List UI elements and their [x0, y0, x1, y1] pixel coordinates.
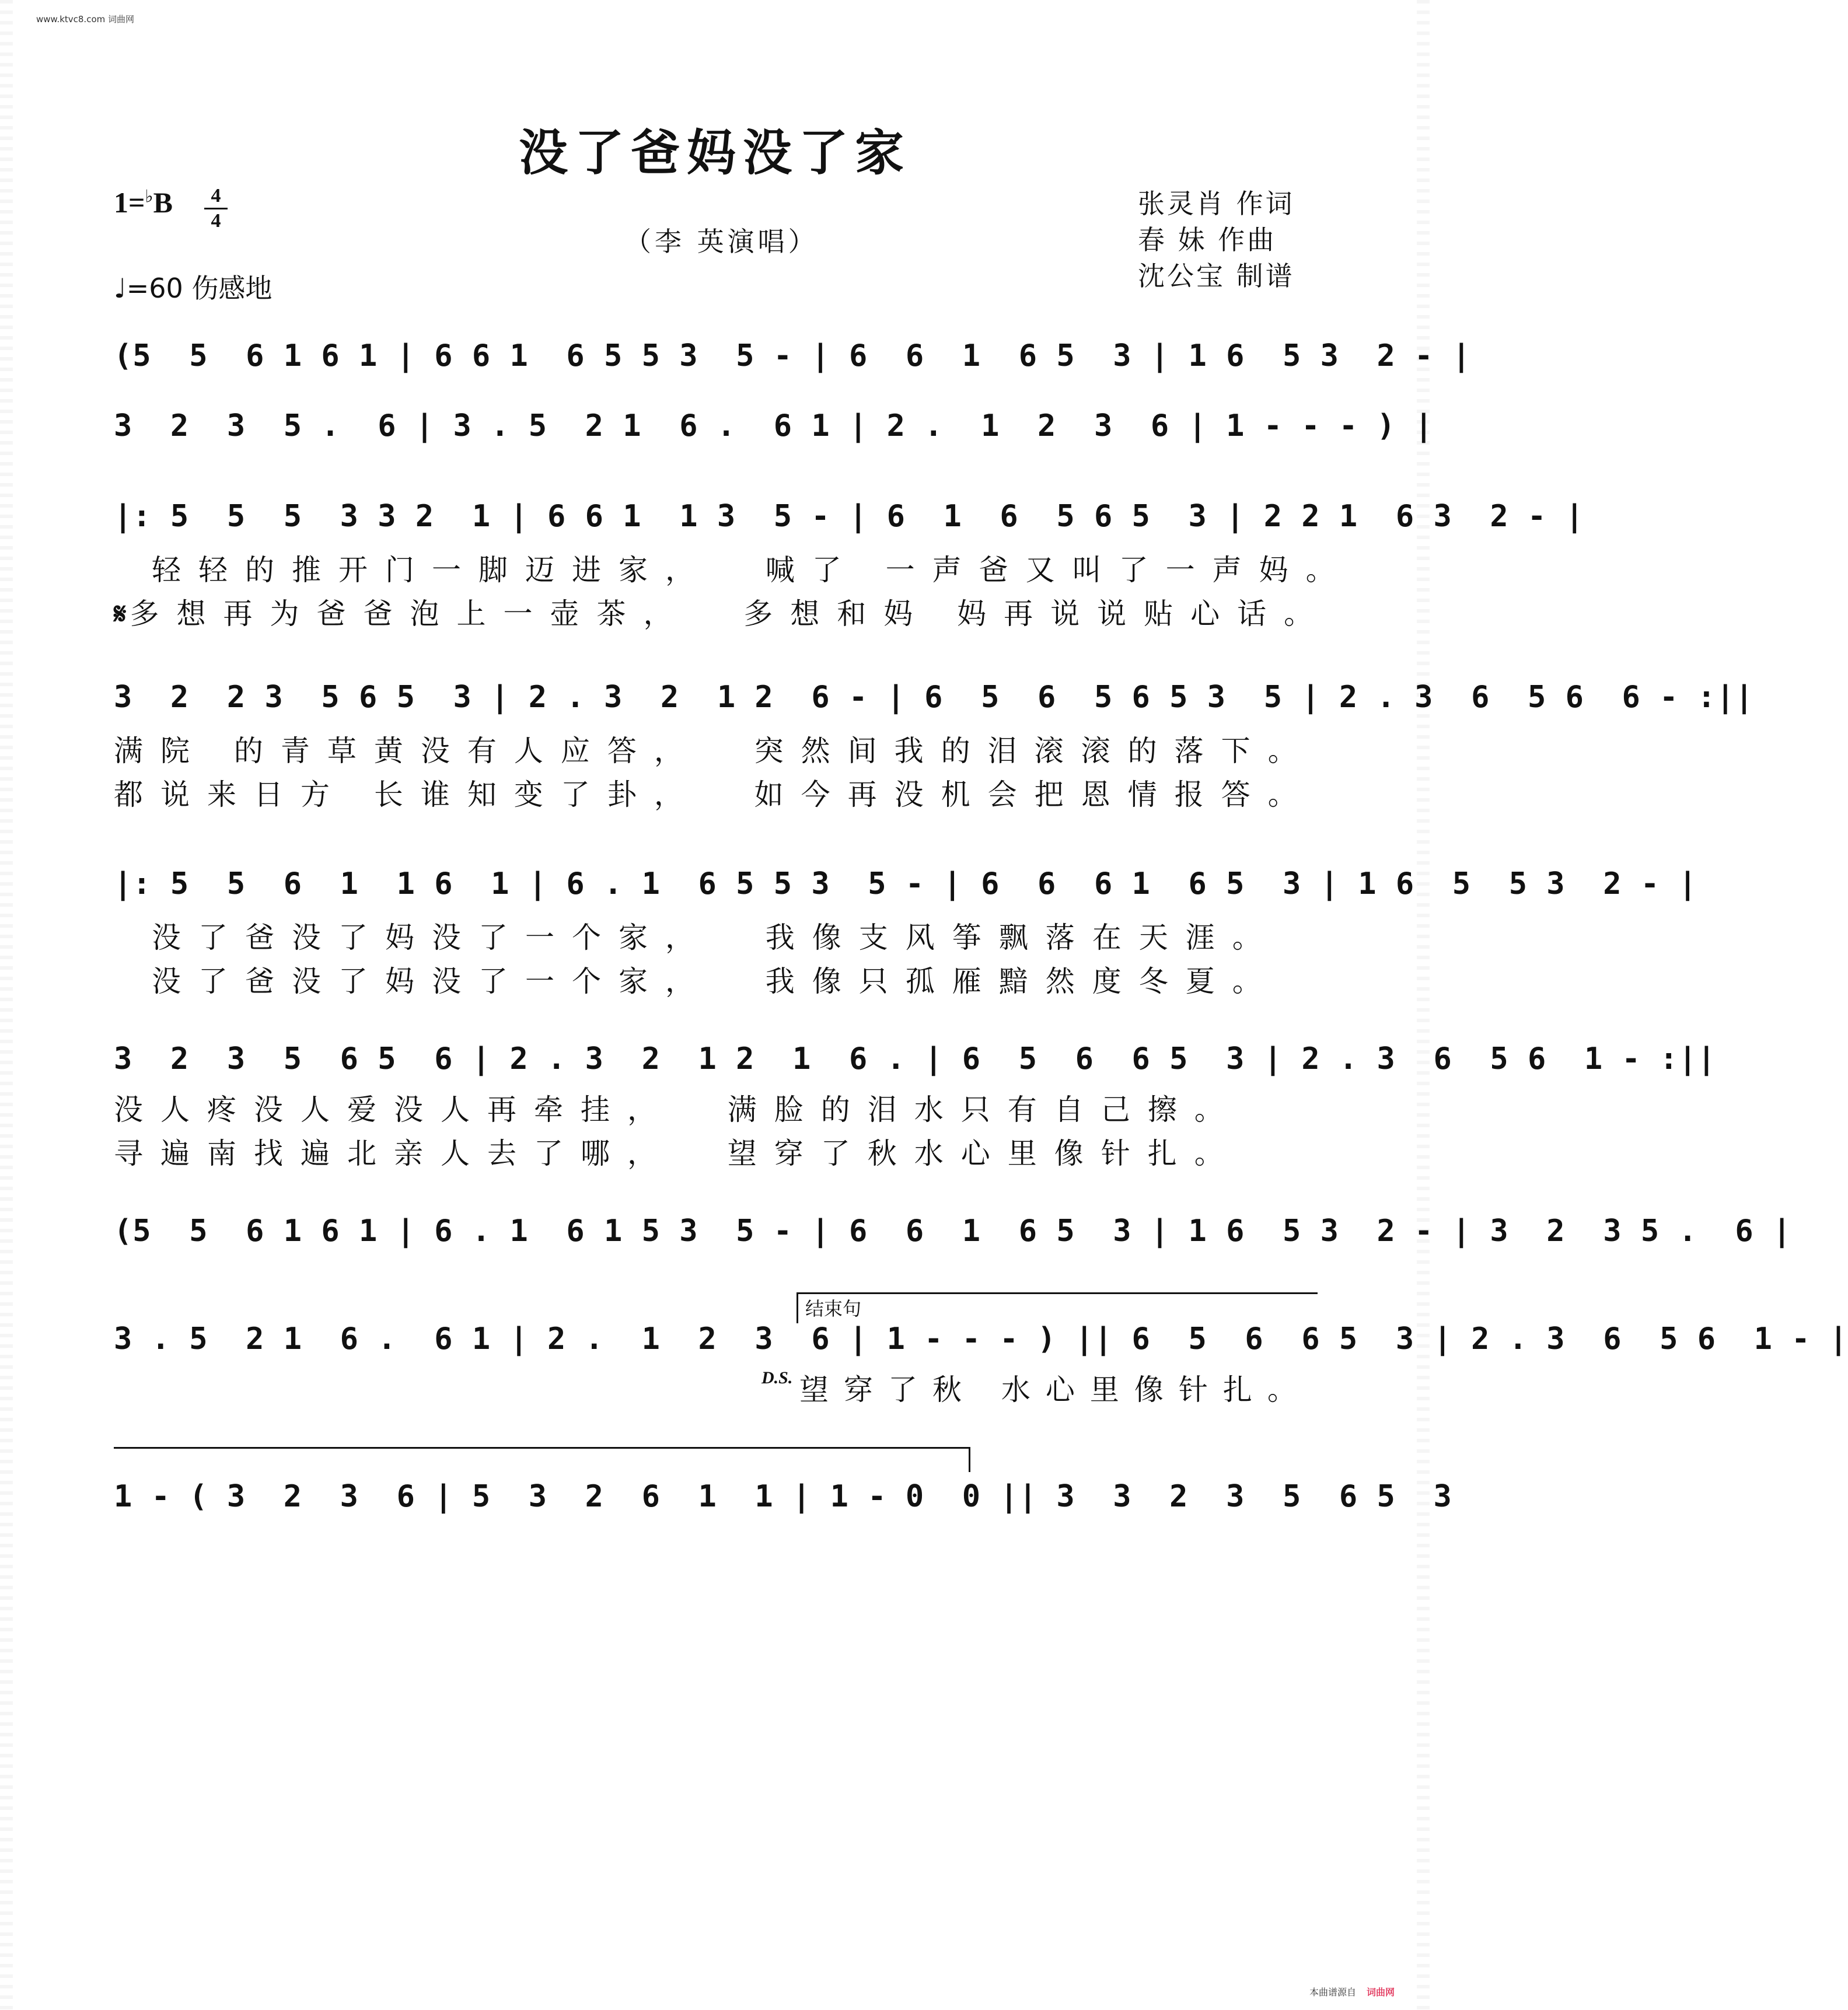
notation-line-5 [114, 861, 1697, 907]
lyrics-verse2-a: 满院 的青草黄没有人应答， 突然间我的泪滚滚的落下。 [114, 734, 1315, 768]
site-footer [1309, 1985, 1395, 1998]
ending-label: 结束句 [805, 1298, 862, 1320]
arranger: 沈公宝 制谱 [1138, 260, 1295, 292]
key-signature [114, 186, 173, 219]
ds-marking: D.S. [761, 1368, 793, 1387]
notes: (5 5 6 1 6 1 | 6 6 1 6 5 5 3 5 - | 6 6 1 6 5 3 | 1 6 5 3 2 - | [114, 338, 1472, 373]
site-logo: 词曲网 [1366, 1987, 1395, 1998]
lyrics-chorus2-a: 没人疼没人爱没人再牵挂， 满脸的泪水只有自己擦。 [114, 1093, 1241, 1127]
notation-line-4 [114, 674, 1754, 721]
lyrics-verse1-a: 轻轻的推开门一脚迈进家， 喊了 一声爸又叫了一声妈。 [152, 553, 1353, 587]
notation-line-2 [114, 403, 1434, 449]
notation-line-7 [114, 1208, 1792, 1254]
song-title: 没了爸妈没了家 [518, 124, 911, 181]
notes: (5 5 6 1 6 1 | 6 . 1 6 1 5 3 5 - | 6 6 1 6 5 3 | 1 6 5 3 2 - | 3 2 3 5 . 6 | [114, 1214, 1792, 1249]
lyrics-chorus1-a: 没了爸没了妈没了一个家， 我像支风筝飘落在天涯。 [152, 921, 1279, 955]
notation-line-6 [114, 1036, 1717, 1082]
time-signature [204, 186, 228, 232]
notes: 3 2 2 3 5 6 5 3 | 2 . 3 2 1 2 6 - | 6 5 6 5 6 5 3 5 | 2 . 3 6 5 6 6 - :|| [114, 680, 1754, 715]
notation-line-1 [114, 333, 1472, 379]
lyrics-verse2-b: 都说来日方 长谁知变了卦， 如今再没机会把恩情报答。 [114, 778, 1315, 812]
key-prefix: 1= [114, 186, 145, 219]
notes: 3 2 3 5 6 5 6 | 2 . 3 2 1 2 1 6 . | 6 5 6 6 5 3 | 2 . 3 6 5 6 1 - :|| [114, 1041, 1717, 1076]
site-url: www.ktvc8.com 词曲网 [36, 14, 135, 25]
lyrics-verse1-b-row [114, 595, 1330, 632]
notes: 3 2 3 5 . 6 | 3 . 5 2 1 6 . 6 1 | 2 . 1 2 3 6 | 1 - - - ) | [114, 408, 1434, 443]
notes: 3 . 5 2 1 6 . 6 1 | 2 . 1 2 3 6 | 1 - - - ) || 6 5 6 6 5 3 | 2 . 3 6 5 6 1 - | [114, 1322, 1848, 1357]
performer: （李 英演唱） [624, 226, 819, 257]
lyrics-ending: 望穿了秋 水心里像针扎。 [799, 1373, 1312, 1407]
segno-icon: 𝄋 [114, 597, 127, 631]
lyrics-chorus2-b: 寻遍南找遍北亲人去了哪， 望穿了秋水心里像针扎。 [114, 1137, 1241, 1170]
lyrics-chorus1-b: 没了爸没了妈没了一个家， 我像只孤雁黯然度冬夏。 [152, 964, 1279, 998]
credits [1138, 186, 1295, 294]
lyricist: 张灵肖 作词 [1138, 188, 1295, 219]
time-top: 4 [211, 185, 221, 207]
lyrics-verse1-b: 多想再为爸爸泡上一壶茶， 多想和妈 妈再说说贴心话。 [130, 597, 1331, 631]
composer: 春 妹 作曲 [1138, 224, 1277, 256]
time-bottom: 4 [211, 210, 221, 232]
notes: |: 5 5 6 1 1 6 1 | 6 . 1 6 5 5 3 5 - | 6 6 6 1 6 5 3 | 1 6 5 5 3 2 - | [114, 866, 1697, 901]
source-text: 本曲谱源自 [1309, 1987, 1356, 1998]
notation-line-9 [114, 1473, 1452, 1520]
notes: 1 - ( 3 2 3 6 | 5 3 2 6 1 1 | 1 - 0 0 || 3 3 2 3 5 6 5 3 [114, 1479, 1452, 1514]
right-watermark-strip [1417, 0, 1430, 2010]
left-watermark-strip [0, 0, 13, 2010]
ending-bracket-continued [114, 1447, 970, 1472]
tempo-marking: ♩=60 伤感地 [114, 272, 273, 304]
key-letter: B [153, 186, 173, 219]
flat-sign: ♭ [145, 187, 153, 207]
notation-line-3 [114, 493, 1584, 540]
notes: |: 5 5 5 3 3 2 1 | 6 6 1 1 3 5 - | 6 1 6 5 6 5 3 | 2 2 1 6 3 2 - | [114, 499, 1584, 534]
notation-line-8 [114, 1316, 1848, 1362]
